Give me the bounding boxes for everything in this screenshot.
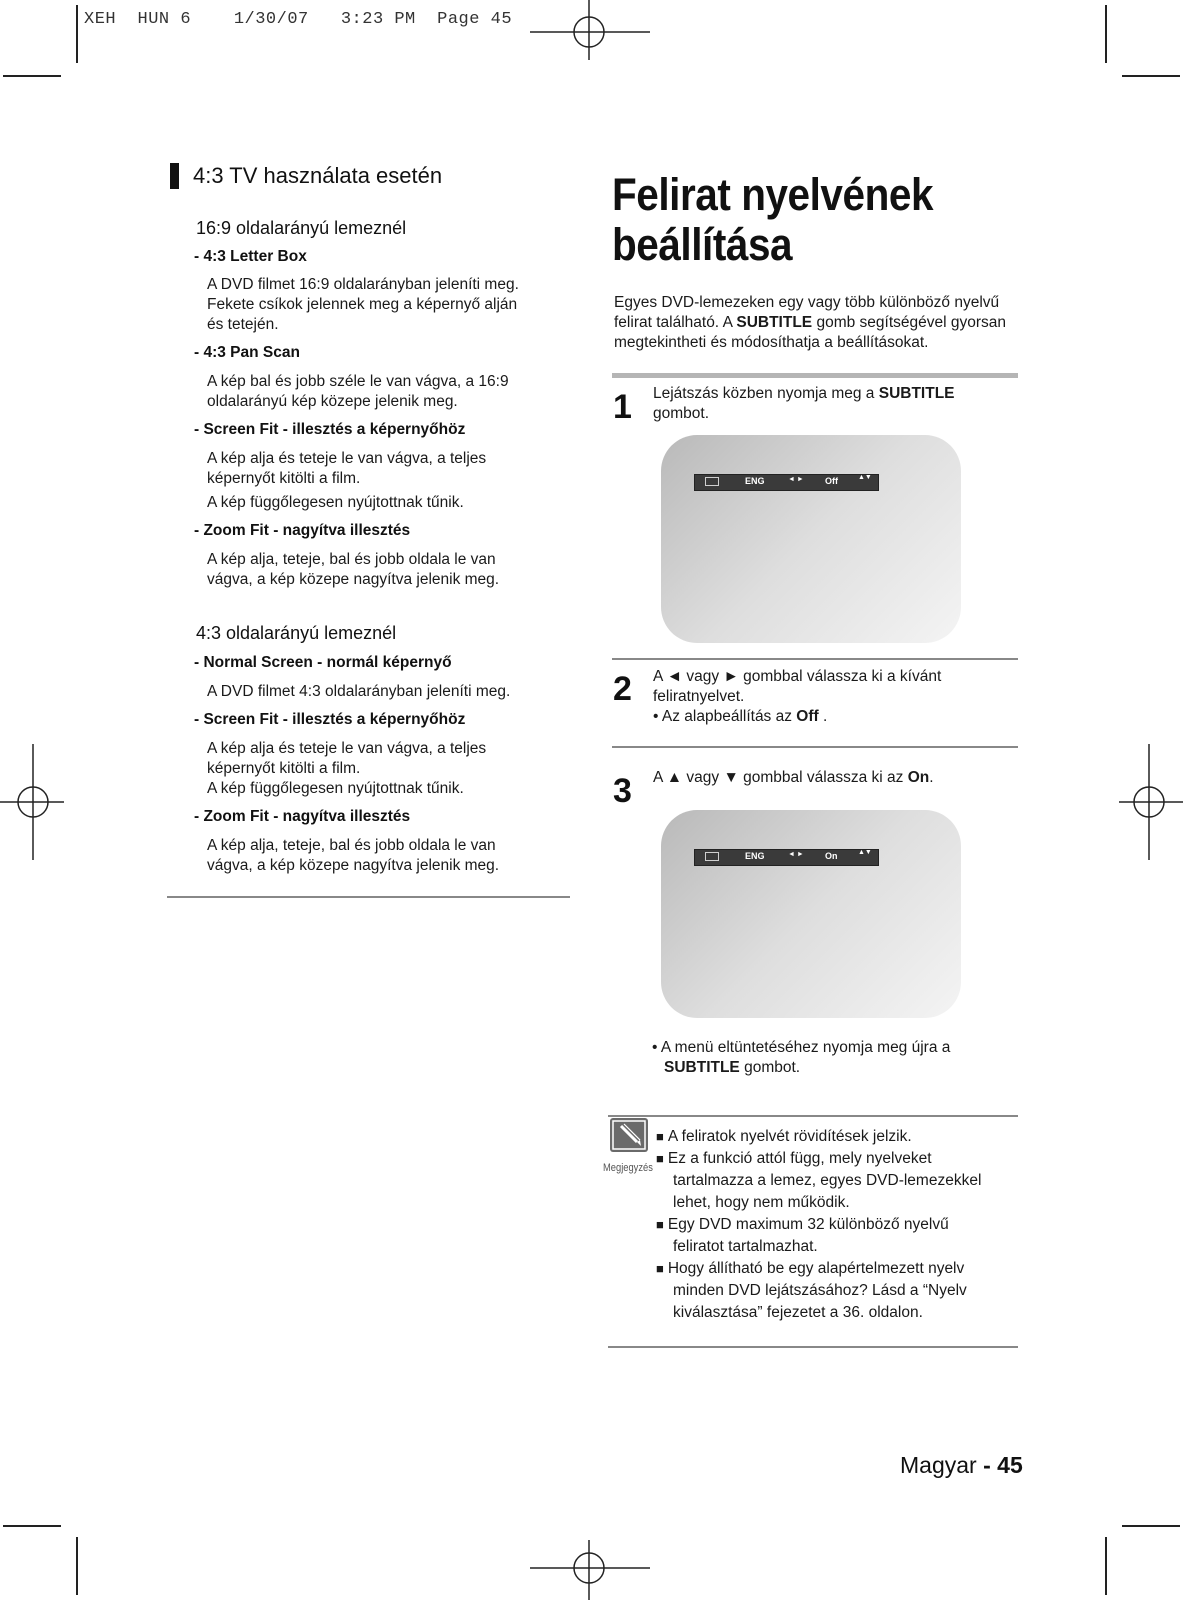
item-label-letter-box: - 4:3 Letter Box (194, 248, 307, 265)
crop-mark (1122, 1525, 1180, 1527)
item-label-pan-scan: - 4:3 Pan Scan (194, 344, 300, 361)
note-label: Megjegyzés (603, 1162, 653, 1174)
left-right-arrows-icon: ◄ ► (788, 476, 804, 483)
left-right-arrows-icon: ◄ ► (788, 851, 804, 858)
section-title-text: 4:3 TV használata esetén (193, 163, 443, 188)
note-item: ■ Hogy állítható be egy alapértelmezett nyelv minden DVD lejátszásához? Lásd a “Nyelv kiválasztása” fejezetet a 36. oldalon. (656, 1260, 967, 1321)
square-bullet-icon: ■ (656, 1151, 664, 1166)
osd-value: Off (825, 476, 838, 486)
item-label-screen-fit: - Screen Fit - illesztés a képernyőhöz (194, 421, 466, 438)
up-down-arrows-icon: ▲▼ (858, 474, 872, 481)
item-label-screen-fit: - Screen Fit - illesztés a képernyőhöz (194, 711, 466, 728)
subtitle-osd-bar (694, 849, 879, 866)
registration-mark-right (1119, 744, 1183, 860)
step-divider (612, 746, 1018, 748)
tv-screen-2 (661, 810, 961, 1018)
item-description: A kép alja, teteje, bal és jobb oldala le van vágva, a kép közepe nagyítva jelenik meg. (207, 551, 500, 588)
subtitle-icon (705, 852, 719, 861)
step-divider (612, 373, 1018, 378)
crop-mark (1105, 1537, 1107, 1595)
left-column-divider (167, 896, 570, 898)
osd-value: On (825, 851, 838, 861)
registration-mark-left (0, 744, 64, 860)
crop-mark (76, 1537, 78, 1595)
note-item: ■ Ez a funkció attól függ, mely nyelveket tartalmazza a lemez, egyes DVD-lemezekkel lehet, hogy nem működik. (656, 1150, 982, 1211)
step-number-1: 1 (613, 388, 632, 426)
osd-language: ENG (745, 851, 765, 861)
step-1-text: Lejátszás közben nyomja meg a SUBTITLE gombot. (653, 385, 955, 422)
note-item: ■ Egy DVD maximum 32 különböző nyelvű feliratot tartalmazhat. (656, 1216, 949, 1255)
footer-separator: - (976, 1452, 998, 1478)
page-title: Felirat nyelvének beállítása (612, 169, 934, 270)
subtitle-osd-bar (694, 474, 879, 491)
footer-language: Magyar (900, 1452, 977, 1478)
section-title (170, 163, 442, 189)
step-3-text: A ▲ vagy ▼ gombbal válassza ki az On. (653, 769, 934, 786)
square-bullet-icon: ■ (656, 1261, 664, 1276)
item-description: A kép alja, teteje, bal és jobb oldala le van vágva, a kép közepe nagyítva jelenik meg. (207, 837, 500, 874)
tv-screen-1 (661, 435, 961, 643)
step-divider (612, 658, 1018, 660)
crop-mark (3, 1525, 61, 1527)
item-description: A DVD filmet 16:9 oldalarányban jeleníti meg. Fekete csíkok jelennek meg a képernyő alján és tetején. (207, 276, 519, 333)
note-item: ■ A feliratok nyelvét rövidítések jelzik. (656, 1128, 912, 1145)
step-number-3: 3 (613, 772, 632, 810)
item-description: A kép alja és teteje le van vágva, a teljes képernyőt kitölti a film. A kép függőlegesen nyújtottnak tűnik. (207, 450, 487, 511)
square-bullet-icon: ■ (656, 1129, 664, 1144)
item-description: A DVD filmet 4:3 oldalarányban jeleníti meg. (207, 683, 511, 700)
crop-mark (3, 75, 61, 77)
item-label-zoom-fit: - Zoom Fit - nagyítva illesztés (194, 522, 411, 539)
print-slug: XEH HUN 6 1/30/07 3:23 PM Page 45 (84, 10, 513, 29)
page-number: 45 (997, 1452, 1023, 1478)
crop-mark (1122, 75, 1180, 77)
crop-mark (1105, 5, 1107, 63)
page-footer (900, 1452, 1023, 1479)
registration-mark-bottom (530, 1540, 650, 1600)
subsection-title-4-3: 4:3 oldalarányú lemeznél (196, 623, 397, 643)
step-2-text: A ◄ vagy ► gombbal válassza ki a kívánt feliratnyelvet. • Az alapbeállítás az Off . (653, 668, 942, 725)
square-bullet-icon: ■ (656, 1217, 664, 1232)
registration-mark-top (530, 0, 650, 60)
note-top-divider (608, 1115, 1018, 1117)
tip-text: • A menü eltüntetéséhez nyomja meg újra a SUBTITLE gombot. (652, 1039, 951, 1076)
subtitle-icon (705, 477, 719, 486)
item-description: A kép bal és jobb széle le van vágva, a 16:9 oldalarányú kép közepe jelenik meg. (207, 373, 509, 410)
step-number-2: 2 (613, 670, 632, 708)
item-label-normal-screen: - Normal Screen - normál képernyő (194, 654, 452, 671)
crop-mark (76, 5, 78, 63)
note-pencil-icon (610, 1118, 648, 1152)
osd-language: ENG (745, 476, 765, 486)
up-down-arrows-icon: ▲▼ (858, 849, 872, 856)
note-bottom-divider (608, 1346, 1018, 1348)
intro-paragraph: Egyes DVD-lemezeken egy vagy több különböző nyelvű felirat található. A SUBTITLE gomb segítségével gyorsan megtekintheti és módosíthatja a beállításokat. (614, 294, 1007, 351)
note-list (656, 1126, 981, 1324)
section-marker (170, 163, 179, 189)
item-label-zoom-fit: - Zoom Fit - nagyítva illesztés (194, 808, 411, 825)
subsection-title-16-9: 16:9 oldalarányú lemeznél (196, 218, 407, 238)
item-description: A kép alja és teteje le van vágva, a teljes képernyőt kitölti a film. A kép függőlegesen nyújtottnak tűnik. (207, 740, 487, 797)
